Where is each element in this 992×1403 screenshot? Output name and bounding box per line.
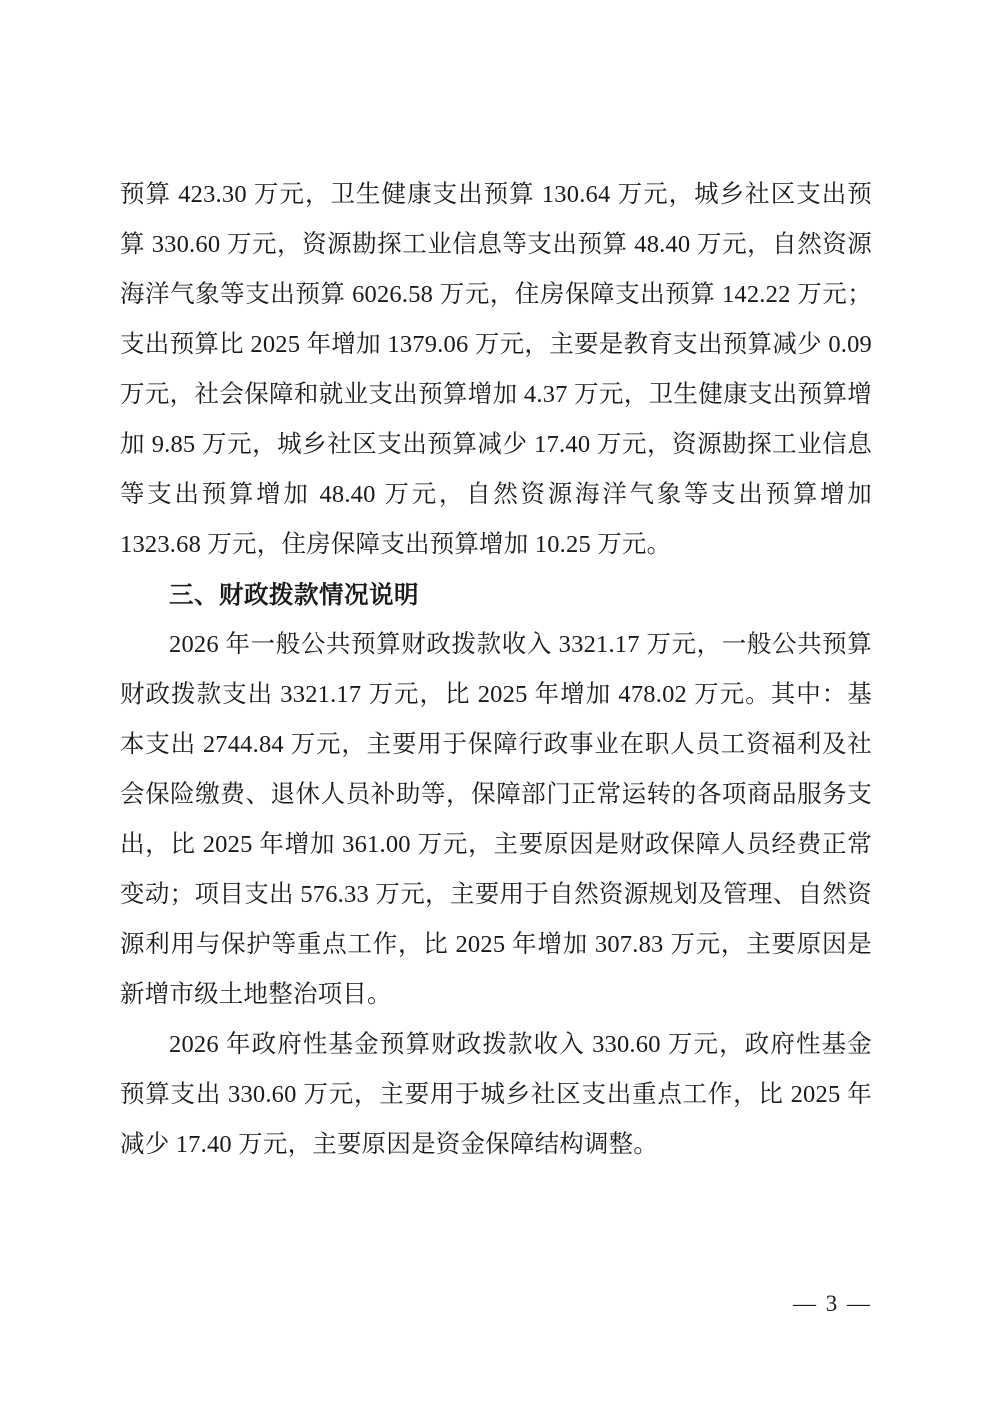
section-heading-financial-appropriation: 三、财政拨款情况说明 <box>169 580 419 609</box>
page-number: — 3 — <box>793 1291 872 1316</box>
paragraph-general-public-budget: 2026 年一般公共预算财政拨款收入 3321.17 万元，一般公共预算财政拨款支出 3321.17 万元，比 2025 年增加 478.02 万元。其中：基本支出 2744.84 万元，主要用于保障行政事业在职人员工资福利及社会保险缴费、退休人员补助等，保障部门正常运转的各项商品服务支出，比 2025 年增加 361.00 万元，主要原因是财政保障人员经费正常变动；项目支出 576.33 万元，主要用于自然资源规划及管理、自然资源利用与保护等重点工作，比 2025 年增加 307.83 万元，主要原因是新增市级土地整治项目。 <box>120 631 872 1008</box>
paragraph-expenditure-budget: 预算 423.30 万元，卫生健康支出预算 130.64 万元，城乡社区支出预算 330.60 万元，资源勘探工业信息等支出预算 48.40 万元，自然资源海洋气象等支出预算 6026.58 万元，住房保障支出预算 142.22 万元；支出预算比 2025 年增加 1379.06 万元，主要是教育支出预算减少 0.09 万元，社会保障和就业支出预算增加 4.37 万元，卫生健康支出预算增加 9.85 万元，城乡社区支出预算减少 17.40 万元，资源勘探工业信息等支出预算增加 48.40 万元，自然资源海洋气象等支出预算增加 1323.68 万元，住房保障支出预算增加 10.25 万元。 <box>120 181 872 558</box>
document-body <box>120 170 872 1170</box>
paragraph-government-fund-budget: 2026 年政府性基金预算财政拨款收入 330.60 万元，政府性基金预算支出 330.60 万元，主要用于城乡社区支出重点工作，比 2025 年减少 17.40 万元，主要原因是资金保障结构调整。 <box>120 1031 872 1158</box>
